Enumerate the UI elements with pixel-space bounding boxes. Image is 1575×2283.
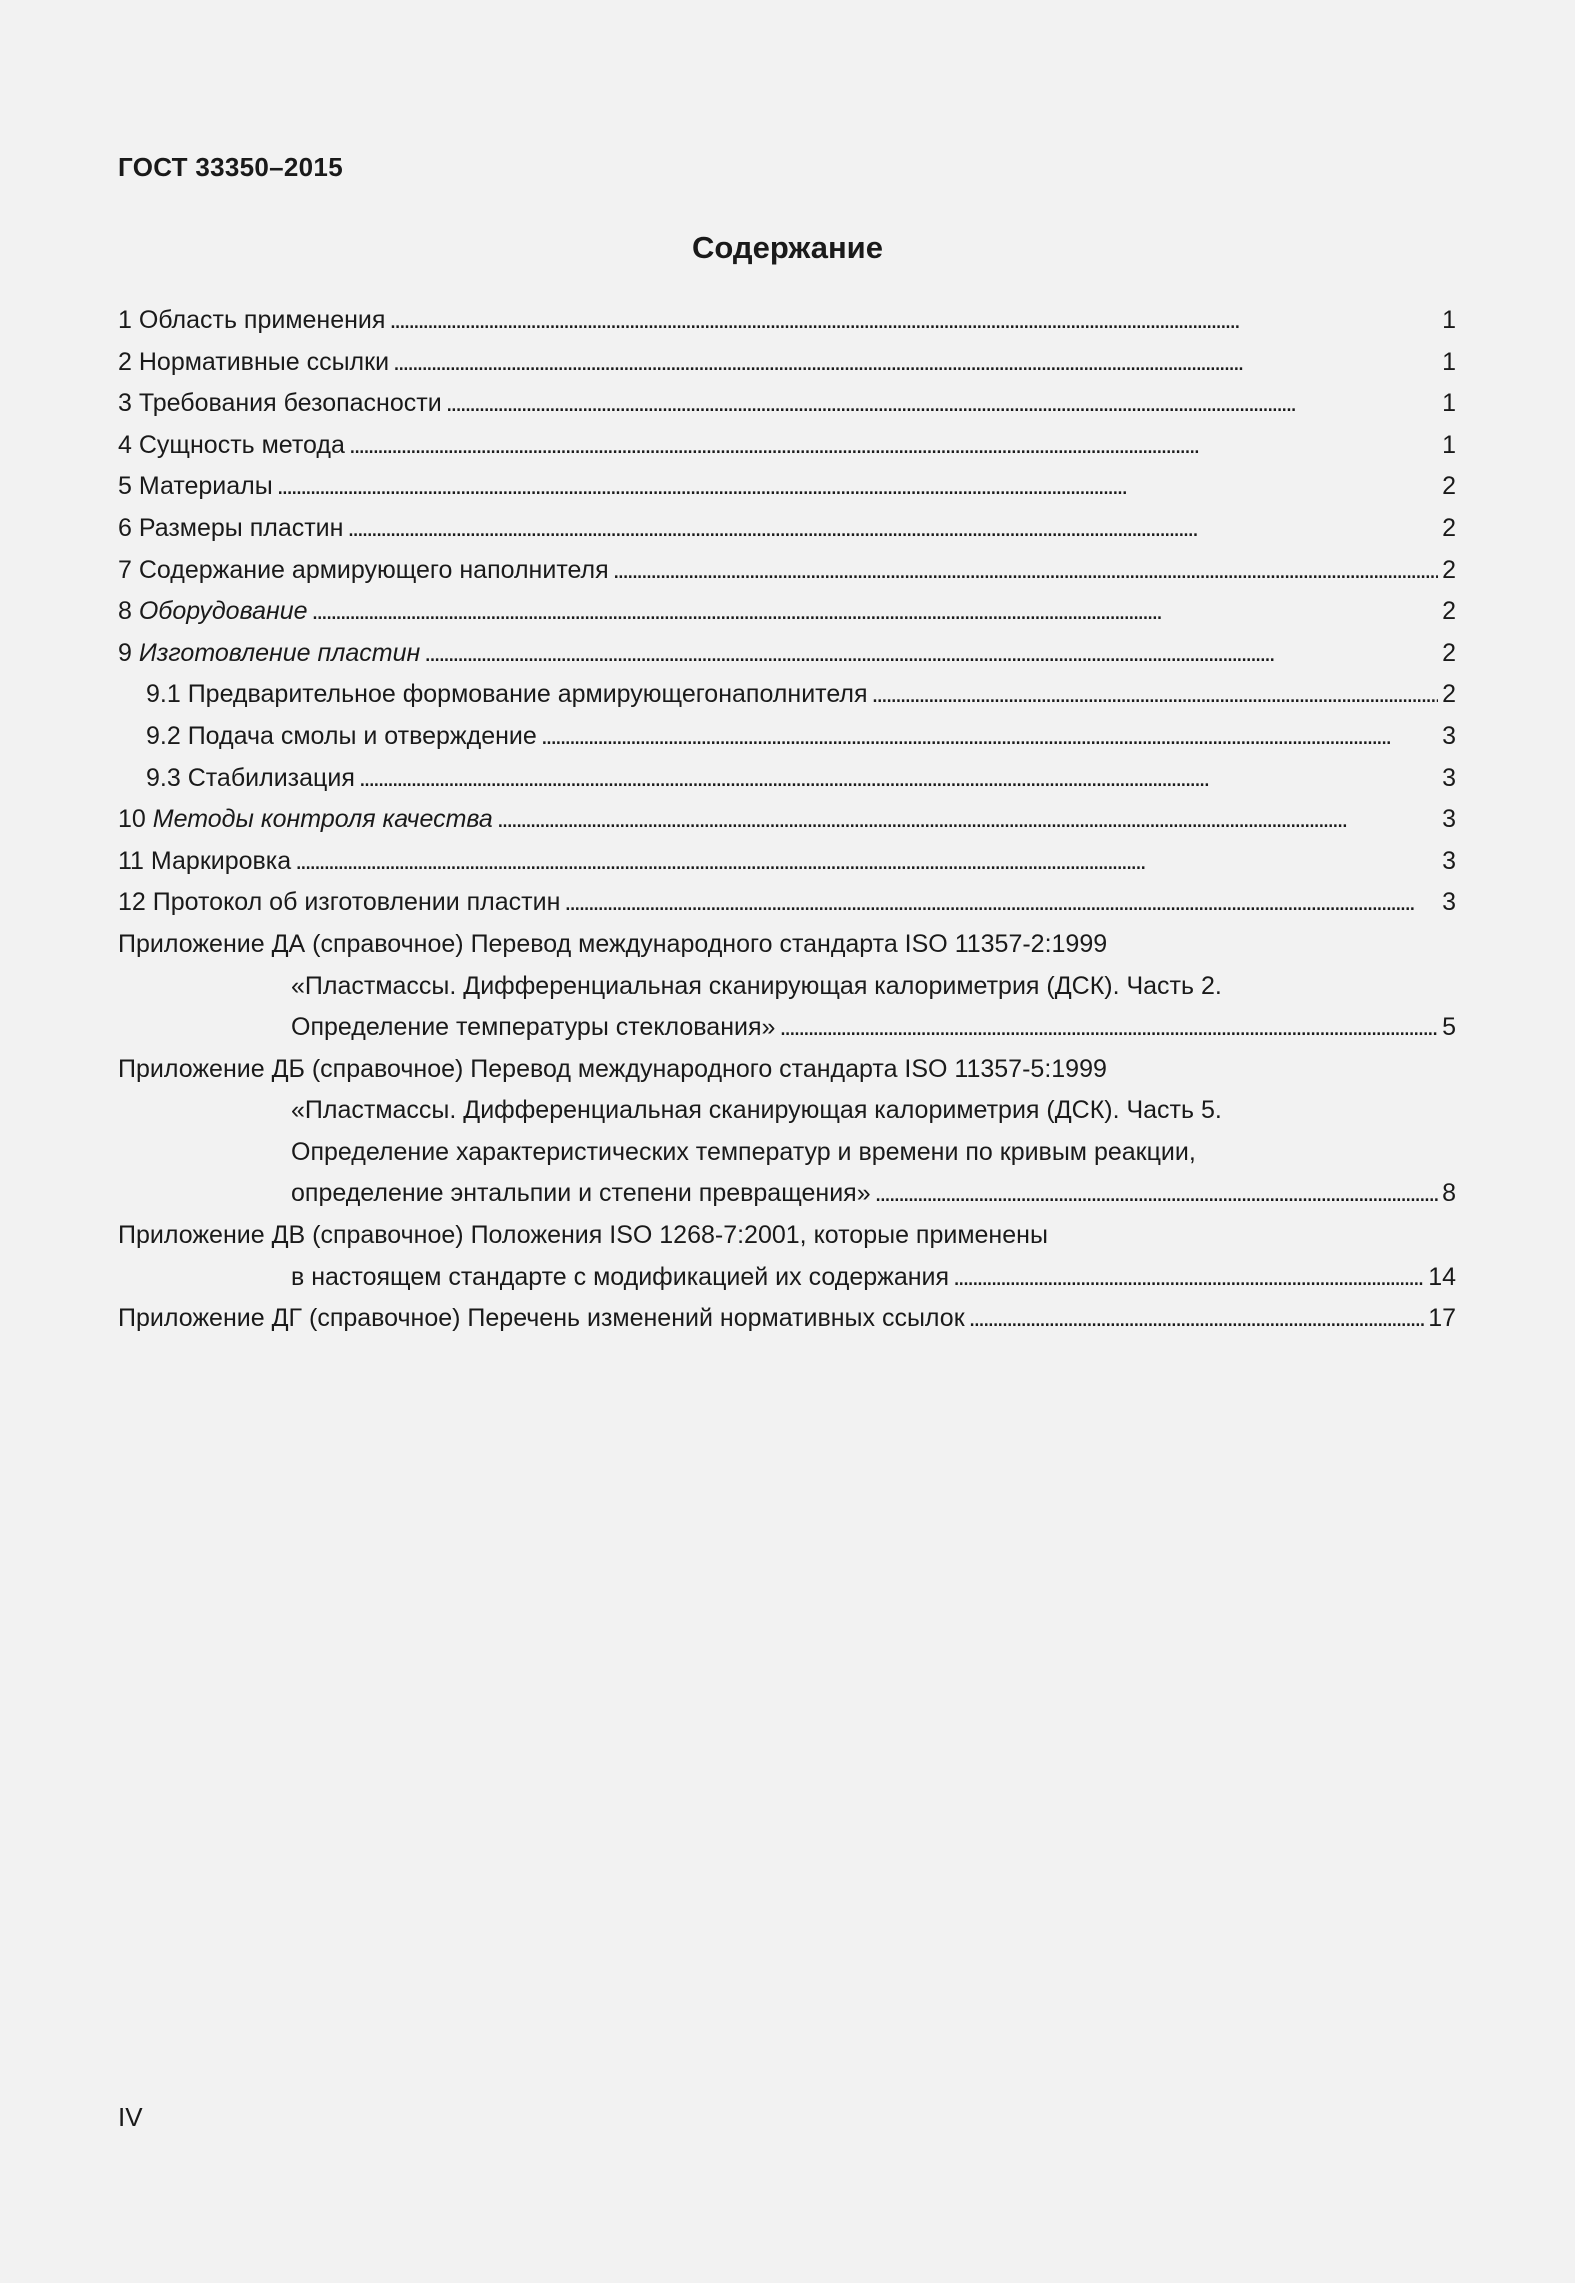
toc-entry[interactable] — [118, 472, 1456, 514]
appendix-entry[interactable] — [118, 1304, 1456, 1346]
dot-leader — [497, 805, 1438, 834]
appendix-title: Приложение ДВ (справочное) Положения ISO 1268-7:2001, которые применены — [118, 1221, 1048, 1250]
appendix-title-line: Определение температуры стеклования» — [291, 1013, 776, 1042]
toc-subentry[interactable] — [118, 722, 1456, 764]
appendix-title-line: определение энтальпии и степени превращения» — [291, 1179, 871, 1208]
appendix-title: Приложение ДБ (справочное) Перевод международного стандарта ISO 11357-5:1999 — [118, 1054, 1107, 1083]
appendix-continuation — [118, 1138, 1456, 1180]
appendix-title: Приложение ДГ (справочное) Перечень изменений нормативных ссылок — [118, 1304, 965, 1333]
dot-leader — [312, 597, 1439, 626]
toc-entry-label: 11 Маркировка — [118, 846, 292, 875]
appendix-continuation[interactable] — [118, 1263, 1456, 1305]
appendix-title-line: в настоящем стандарте с модификацией их содержания — [291, 1262, 950, 1291]
toc-entry-page: 2 — [1442, 638, 1456, 667]
toc-entry-label: 1 Область применения — [118, 306, 386, 334]
toc-subentry[interactable] — [118, 680, 1456, 722]
appendix-continuation[interactable] — [118, 1179, 1456, 1221]
toc-entry-page: 2 — [1442, 513, 1456, 542]
toc-entry-label: 9.2 Подача смолы и отверждение — [146, 721, 537, 750]
dot-leader — [359, 764, 1438, 793]
toc-entry-label: 9 Изготовление пластин — [118, 638, 421, 667]
toc-entry-page: 1 — [1442, 306, 1456, 334]
dot-leader — [349, 431, 1438, 460]
toc-entry-label: 2 Нормативные ссылки — [118, 347, 390, 376]
toc-entry-label: 5 Материалы — [118, 472, 273, 501]
toc-entry[interactable] — [118, 514, 1456, 556]
toc-entry-label: 9.1 Предварительное формование армирующегонаполнителя — [146, 680, 868, 709]
dot-leader — [389, 306, 1438, 335]
toc-entry-page: 8 — [1442, 1179, 1456, 1208]
dot-leader — [613, 556, 1438, 585]
toc-entry-page: 2 — [1442, 472, 1456, 501]
toc-entry[interactable] — [118, 805, 1456, 847]
toc-entry[interactable] — [118, 639, 1456, 681]
dot-leader — [393, 348, 1438, 377]
toc-entry-label: 9.3 Стабилизация — [146, 763, 355, 792]
toc-entry[interactable] — [118, 306, 1456, 348]
toc-entry[interactable] — [118, 597, 1456, 639]
dot-leader — [295, 847, 1438, 876]
toc-entry-page: 1 — [1442, 389, 1456, 418]
toc-entry-page: 3 — [1442, 805, 1456, 834]
toc-entry[interactable] — [118, 431, 1456, 473]
page-title: Содержание — [692, 230, 883, 265]
toc-entry-label: 8 Оборудование — [118, 597, 308, 626]
toc-subentry[interactable] — [118, 764, 1456, 806]
toc-entry-page: 3 — [1442, 888, 1456, 917]
dot-leader — [969, 1304, 1425, 1333]
dot-leader — [872, 680, 1439, 709]
appendix-continuation — [118, 1096, 1456, 1138]
toc-entry-label: 6 Размеры пластин — [118, 513, 344, 542]
toc-entry-page: 2 — [1442, 680, 1456, 709]
toc-entry[interactable] — [118, 888, 1456, 930]
dot-leader — [779, 1013, 1438, 1042]
appendix-title: Приложение ДА (справочное) Перевод международного стандарта ISO 11357-2:1999 — [118, 929, 1108, 958]
dot-leader — [347, 514, 1438, 543]
toc-entry-page: 3 — [1442, 721, 1456, 750]
page-number: IV — [118, 2102, 143, 2132]
toc-entry[interactable] — [118, 348, 1456, 390]
toc-entry[interactable] — [118, 556, 1456, 598]
toc-entry-page: 14 — [1428, 1262, 1456, 1291]
appendix-entry[interactable] — [118, 1221, 1456, 1263]
toc-entry-page: 1 — [1442, 430, 1456, 459]
toc-entry-label: 7 Содержание армирующего наполнителя — [118, 555, 609, 584]
toc-entry[interactable] — [118, 847, 1456, 889]
toc-entry-page: 3 — [1442, 846, 1456, 875]
appendix-title-line: «Пластмассы. Дифференциальная сканирующая калориметрия (ДСК). Часть 2. — [291, 971, 1222, 1000]
toc-entry-label: 3 Требования безопасности — [118, 389, 442, 418]
dot-leader — [424, 639, 1438, 668]
toc-entry-page: 17 — [1428, 1304, 1456, 1333]
dot-leader — [953, 1263, 1424, 1292]
toc-entry-label: 12 Протокол об изготовлении пластин — [118, 888, 561, 917]
toc-entry-label: 4 Сущность метода — [118, 430, 345, 459]
table-of-contents — [118, 306, 1456, 1346]
appendix-entry[interactable] — [118, 1055, 1456, 1097]
appendix-title-line: Определение характеристических температур и времени по кривым реакции, — [291, 1137, 1196, 1166]
dot-leader — [875, 1179, 1438, 1208]
dot-leader — [277, 472, 1438, 501]
toc-entry-page: 2 — [1442, 597, 1456, 626]
toc-entry[interactable] — [118, 389, 1456, 431]
appendix-title-line: «Пластмассы. Дифференциальная сканирующая калориметрия (ДСК). Часть 5. — [291, 1096, 1222, 1125]
toc-entry-page: 2 — [1442, 555, 1456, 584]
toc-entry-page: 1 — [1442, 347, 1456, 376]
appendix-entry[interactable] — [118, 930, 1456, 972]
toc-entry-label: 10 Методы контроля качества — [118, 805, 493, 834]
appendix-continuation[interactable] — [118, 1013, 1456, 1055]
dot-leader — [564, 888, 1438, 917]
toc-entry-page: 5 — [1442, 1013, 1456, 1042]
dot-leader — [541, 722, 1438, 751]
appendix-continuation — [118, 972, 1456, 1014]
toc-entry-page: 3 — [1442, 763, 1456, 792]
document-id: ГОСТ 33350–2015 — [118, 152, 343, 182]
dot-leader — [446, 389, 1438, 418]
